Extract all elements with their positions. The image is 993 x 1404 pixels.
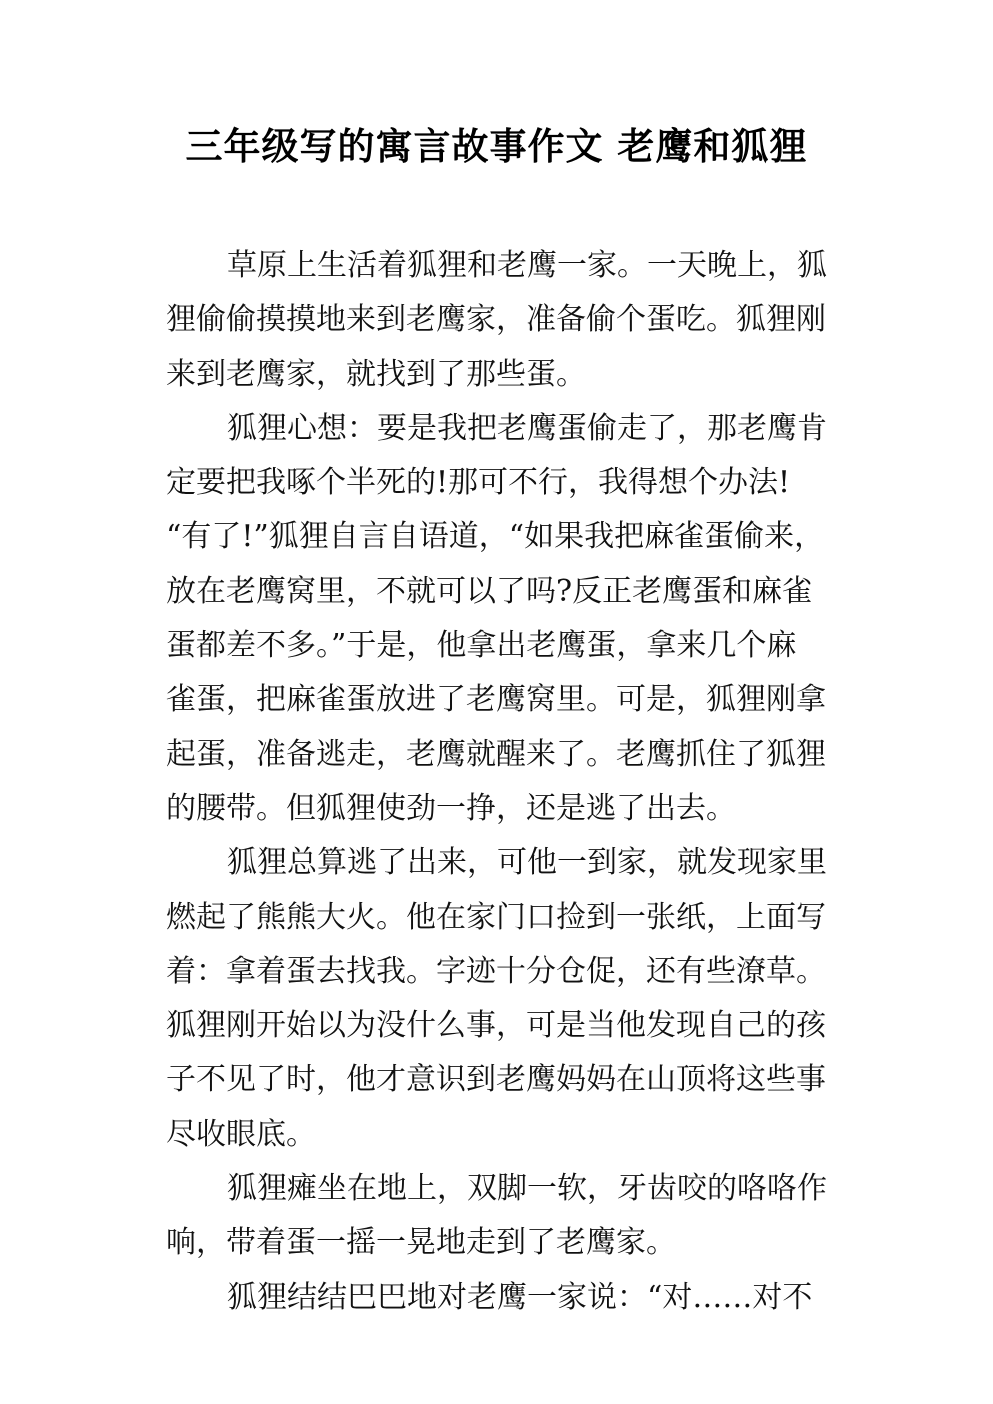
paragraph-first-line: 狐狸总算逃了出来，可他一到家，就发现家里 [227,845,827,881]
story-body [166,239,831,1325]
text-line: 狸偷偷摸摸地来到老鹰家，准备偷个蛋吃。狐狸刚 [166,302,826,338]
paragraph-first-line: 狐狸瘫坐在地上，双脚一软，牙齿咬的咯咯作 [227,1171,827,1207]
text-line: 蛋都差不多。”于是，他拿出老鹰蛋，拿来几个麻 [166,628,797,664]
text-line: “有了!”狐狸自言自语道，“如果我把麻雀蛋偷来， [166,519,825,555]
text-line: 子不见了时，他才意识到老鹰妈妈在山顶将这些事 [166,1062,826,1098]
text-line: 狐狸刚开始以为没什么事，可是当他发现自己的孩 [166,1008,826,1044]
page-title: 三年级写的寓言故事作文 老鹰和狐狸 [185,125,808,168]
text-line: 尽收眼底。 [166,1116,316,1152]
text-line: 的腰带。但狐狸使劲一挣，还是逃了出去。 [166,790,736,826]
paragraph-first-line: 狐狸心想：要是我把老鹰蛋偷走了，那老鹰肯 [227,410,827,446]
text-line: 着：拿着蛋去找我。字迹十分仓促，还有些潦草。 [166,953,826,989]
text-line: 雀蛋，把麻雀蛋放进了老鹰窝里。可是，狐狸刚拿 [166,682,826,718]
text-line: 响，带着蛋一摇一晃地走到了老鹰家。 [166,1225,676,1261]
text-line: 放在老鹰窝里，不就可以了吗?反正老鹰蛋和麻雀 [166,573,813,609]
text-line: 起蛋，准备逃走，老鹰就醒来了。老鹰抓住了狐狸 [166,736,826,772]
text-line: 燃起了熊熊大火。他在家门口捡到一张纸，上面写 [166,899,826,935]
text-line: 定要把我啄个半死的!那可不行，我得想个办法! [166,465,791,501]
paragraph-first-line: 草原上生活着狐狸和老鹰一家。一天晚上，狐 [227,248,827,283]
text-line: 来到老鹰家，就找到了那些蛋。 [166,356,586,392]
paragraph-first-line: 狐狸结结巴巴地对老鹰一家说：“对……对不 [227,1279,813,1315]
